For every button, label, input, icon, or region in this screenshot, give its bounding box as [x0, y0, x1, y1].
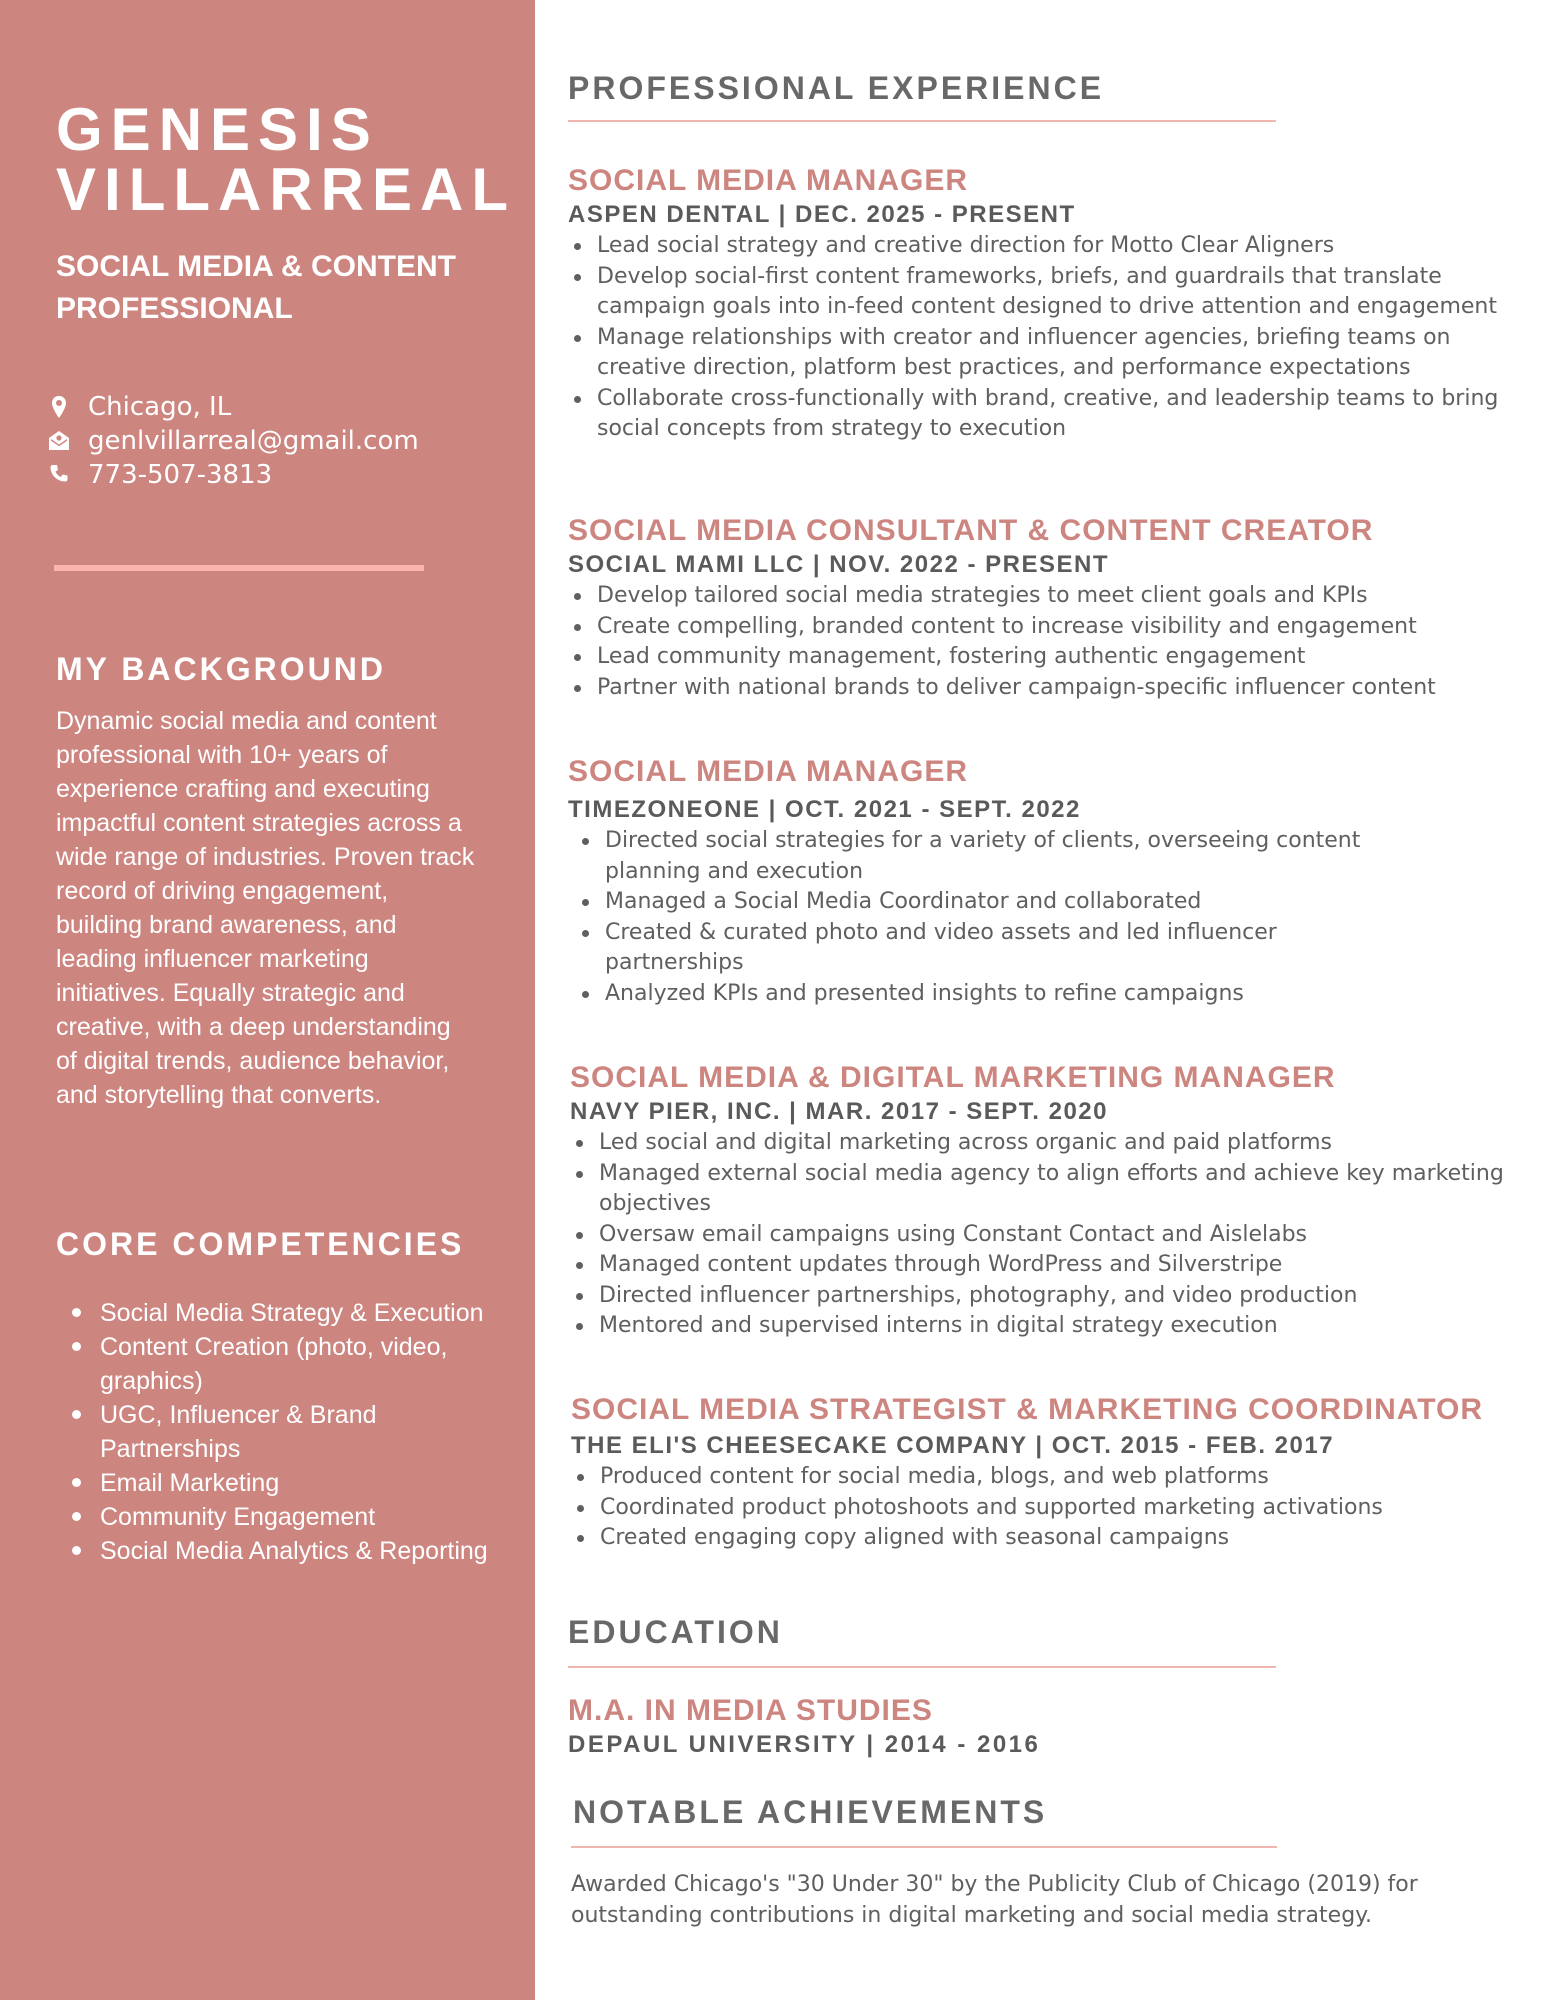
job-title: SOCIAL MEDIA MANAGER [568, 164, 969, 197]
job-bullets [568, 581, 1518, 703]
job-entry [571, 1392, 1521, 1554]
competency-item: UGC, Influencer & Brand Partnerships [100, 1398, 520, 1466]
job-bullets [568, 826, 1398, 1009]
competencies-list [56, 1296, 520, 1568]
job-meta: ASPEN DENTAL | DEC. 2025 - PRESENT [568, 201, 1076, 228]
job-bullet: Collaborate cross-functionally with brand, creative, and leadership teams to bring social concepts from strategy to execution [597, 384, 1518, 445]
contact-phone[interactable] [46, 458, 419, 492]
experience-heading: PROFESSIONAL EXPERIENCE [568, 70, 1105, 106]
job-bullet: Managed external social media agency to align efforts and achieve key marketing objectives [599, 1159, 1520, 1220]
first-name: GENESIS [56, 96, 379, 163]
contact-email[interactable] [46, 424, 419, 458]
job-bullet: Analyzed KPIs and presented insights to refine campaigns [605, 979, 1398, 1010]
competency-item: Social Media Analytics & Reporting [100, 1534, 520, 1568]
job-entry [568, 513, 1518, 703]
job-bullet: Lead social strategy and creative direction for Motto Clear Aligners [597, 231, 1518, 262]
background-text: Dynamic social media and content professional with 10+ years of experience crafting and executing impactful content strategies across a wide range of industries. Proven track record of driving engagement, building brand awareness, and leading influencer marketing initiatives. Equally strategic and creative, with a deep understanding of digital trends, audience behavior, and storytelling that converts. [56, 707, 475, 1109]
email-link[interactable]: genlvillarreal@gmail.com [88, 426, 419, 456]
job-bullet: Partner with national brands to deliver campaign-specific influencer content [597, 673, 1518, 704]
envelope-icon [46, 428, 72, 454]
job-bullet: Managed a Social Media Coordinator and collaborated [605, 887, 1398, 918]
headline: SOCIAL MEDIA & CONTENT PROFESSIONAL [56, 250, 457, 325]
competencies-heading: CORE COMPETENCIES [56, 1226, 465, 1262]
job-bullet: Managed content updates through WordPress and Silverstripe [599, 1250, 1520, 1281]
job-bullet: Directed social strategies for a variety of clients, overseeing content planning and execution [605, 826, 1398, 887]
job-bullets [570, 1128, 1520, 1342]
job-entry [568, 754, 1398, 1009]
experience-rule [568, 120, 1276, 122]
sidebar [0, 0, 535, 2000]
job-meta: THE ELI'S CHEESECAKE COMPANY | OCT. 2015 - FEB. 2017 [571, 1432, 1335, 1459]
job-meta: SOCIAL MAMI LLC | NOV. 2022 - PRESENT [568, 551, 1109, 578]
job-bullet: Oversaw email campaigns using Constant Contact and Aislelabs [599, 1220, 1520, 1251]
job-bullet: Created & curated photo and video assets and led influencer partnerships [605, 918, 1398, 979]
job-title: SOCIAL MEDIA CONSULTANT & CONTENT CREATOR [568, 514, 1374, 547]
job-bullet: Led social and digital marketing across organic and paid platforms [599, 1128, 1520, 1159]
job-title: SOCIAL MEDIA & DIGITAL MARKETING MANAGER [570, 1061, 1336, 1094]
achievements-rule [571, 1846, 1277, 1848]
competency-item: Email Marketing [100, 1466, 520, 1500]
job-meta: NAVY PIER, INC. | MAR. 2017 - SEPT. 2020 [570, 1098, 1108, 1125]
education-rule [568, 1666, 1276, 1668]
job-bullet: Develop social-first content frameworks, briefs, and guardrails that translate campaign goals into in-feed content designed to drive attention and engagement [597, 262, 1518, 323]
last-name: VILLARREAL [56, 156, 516, 223]
job-bullet: Directed influencer partnerships, photography, and video production [599, 1281, 1520, 1312]
school-meta: DEPAUL UNIVERSITY | 2014 - 2016 [568, 1731, 1041, 1758]
competency-item: Community Engagement [100, 1500, 520, 1534]
sidebar-divider [54, 565, 424, 571]
background-heading: MY BACKGROUND [56, 651, 386, 687]
full-name [56, 96, 516, 223]
job-bullet: Manage relationships with creator and influencer agencies, briefing teams on creative direction, platform best practices, and performance expectations [597, 323, 1518, 384]
job-bullet: Coordinated product photoshoots and supported marketing activations [600, 1493, 1521, 1524]
location-pin-icon [46, 394, 72, 420]
achievement-text: Awarded Chicago's "30 Under 30" by the Publicity Club of Chicago (2019) for outstanding contributions in digital marketing and social media strategy. [571, 1872, 1418, 1928]
job-title: SOCIAL MEDIA MANAGER [568, 755, 969, 788]
phone-icon [46, 462, 72, 488]
job-bullets [568, 231, 1518, 445]
job-bullet: Create compelling, branded content to increase visibility and engagement [597, 612, 1518, 643]
job-entry [568, 163, 1518, 445]
job-bullet: Lead community management, fostering authentic engagement [597, 642, 1518, 673]
competency-item: Content Creation (photo, video, graphics) [100, 1330, 520, 1398]
location-text: Chicago, IL [88, 392, 232, 422]
job-bullet: Produced content for social media, blogs, and web platforms [600, 1462, 1521, 1493]
job-bullet: Mentored and supervised interns in digital strategy execution [599, 1311, 1520, 1342]
contact-list [46, 390, 419, 492]
education-heading: EDUCATION [568, 1614, 783, 1650]
job-bullet: Develop tailored social media strategies to meet client goals and KPIs [597, 581, 1518, 612]
job-title: SOCIAL MEDIA STRATEGIST & MARKETING COORDINATOR [571, 1393, 1484, 1426]
achievements-heading: NOTABLE ACHIEVEMENTS [573, 1794, 1048, 1830]
job-bullets [571, 1462, 1521, 1554]
job-bullet: Created engaging copy aligned with seasonal campaigns [600, 1523, 1521, 1554]
contact-location [46, 390, 419, 424]
degree-title: M.A. IN MEDIA STUDIES [568, 1694, 933, 1727]
education-entry [568, 1693, 1518, 1761]
competency-item: Social Media Strategy & Execution [100, 1296, 520, 1330]
phone-link[interactable]: 773-507-3813 [88, 460, 273, 490]
job-entry [570, 1060, 1520, 1342]
job-meta: TIMEZONEONE | OCT. 2021 - SEPT. 2022 [568, 796, 1081, 823]
